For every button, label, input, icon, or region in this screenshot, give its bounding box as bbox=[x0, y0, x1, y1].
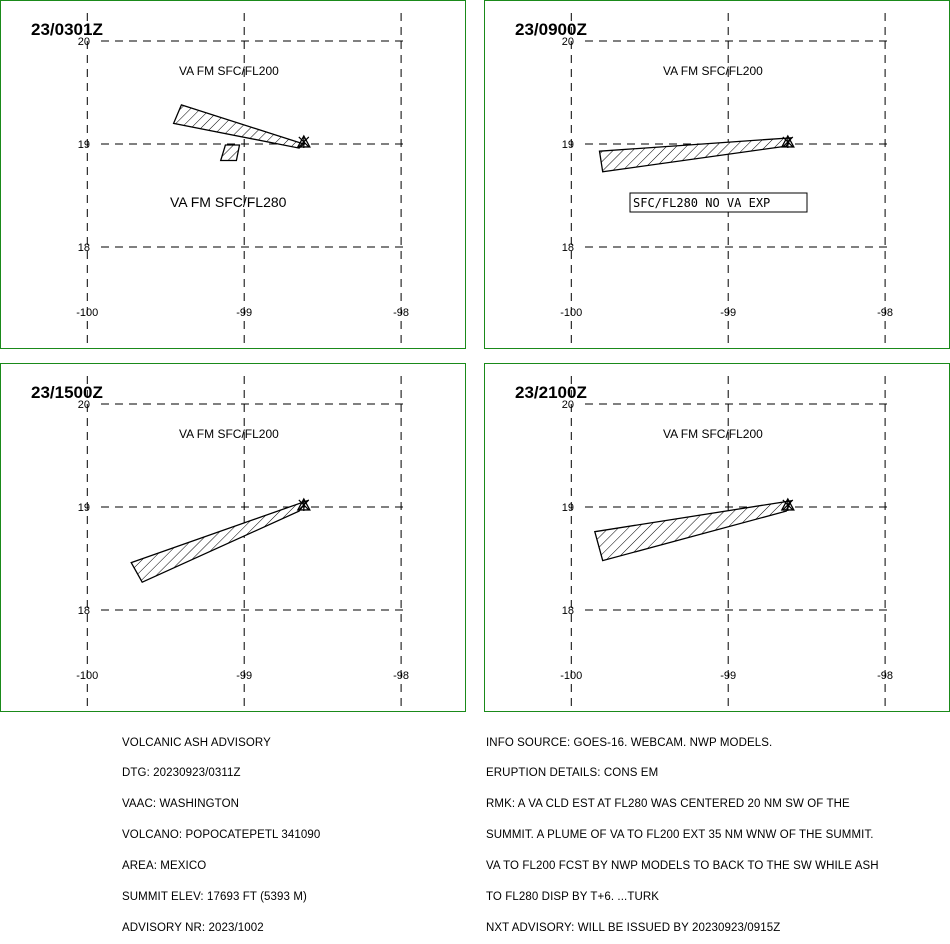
lon-tick-label: -100 bbox=[76, 307, 99, 319]
lat-tick-label: 19 bbox=[77, 502, 90, 514]
lon-tick-label: -98 bbox=[877, 670, 894, 682]
lat-tick-label: 20 bbox=[561, 399, 574, 411]
layer-label-fl200: VA FM SFC/FL200 bbox=[663, 427, 763, 441]
lon-tick-label: -99 bbox=[236, 307, 253, 319]
layer-label-fl200: VA FM SFC/FL200 bbox=[663, 64, 763, 78]
lat-tick-label: 19 bbox=[77, 139, 90, 151]
panel-timestamp: 23/2100Z bbox=[515, 383, 587, 402]
lon-tick-label: -99 bbox=[236, 670, 253, 682]
forecast-panel-t12 bbox=[0, 363, 466, 712]
advisory-line: VAAC: WASHINGTON bbox=[122, 798, 240, 811]
panel-timestamp: 23/1500Z bbox=[31, 383, 103, 402]
advisory-header-block bbox=[122, 717, 320, 944]
panel-timestamp: 23/0900Z bbox=[515, 20, 587, 39]
forecast-panel-t18 bbox=[484, 363, 950, 712]
lon-tick-label: -100 bbox=[560, 307, 583, 319]
lat-tick-label: 20 bbox=[77, 399, 90, 411]
advisory-line: NXT ADVISORY: WILL BE ISSUED BY 20230923/0915Z bbox=[486, 921, 781, 934]
ash-cloud-polygon bbox=[131, 501, 307, 582]
lat-tick-label: 20 bbox=[561, 36, 574, 48]
lon-tick-label: -99 bbox=[720, 670, 737, 682]
advisory-line: ERUPTION DETAILS: CONS EM bbox=[486, 767, 659, 780]
map-plot bbox=[485, 364, 950, 713]
advisory-line: DTG: 20230923/0311Z bbox=[122, 767, 241, 780]
lon-tick-label: -99 bbox=[720, 307, 737, 319]
lon-tick-label: -100 bbox=[76, 670, 99, 682]
lon-tick-label: -100 bbox=[560, 670, 583, 682]
advisory-line: VOLCANIC ASH ADVISORY bbox=[122, 736, 271, 749]
advisory-line: VA TO FL200 FCST BY NWP MODELS TO BACK TO THE SW WHILE ASH bbox=[486, 860, 879, 873]
ash-cloud-polygon bbox=[221, 145, 240, 161]
no-va-note-text: SFC/FL280 NO VA EXP bbox=[633, 196, 771, 210]
lat-tick-label: 20 bbox=[77, 36, 90, 48]
advisory-line: INFO SOURCE: GOES-16. WEBCAM. NWP MODELS. bbox=[486, 736, 773, 749]
lon-tick-label: -98 bbox=[877, 307, 894, 319]
advisory-line: TO FL280 DISP BY T+6. ...TURK bbox=[486, 891, 660, 904]
lat-tick-label: 19 bbox=[561, 502, 574, 514]
lat-tick-label: 19 bbox=[561, 139, 574, 151]
panel-timestamp: 23/0301Z bbox=[31, 20, 103, 39]
lat-tick-label: 18 bbox=[77, 242, 90, 254]
lon-tick-label: -98 bbox=[393, 670, 410, 682]
layer-label-fl200: VA FM SFC/FL200 bbox=[179, 64, 279, 78]
map-plot bbox=[1, 364, 467, 713]
ash-cloud-polygon bbox=[595, 501, 791, 561]
map-plot bbox=[1, 1, 467, 350]
forecast-panel-t6 bbox=[484, 0, 950, 349]
lat-tick-label: 18 bbox=[77, 605, 90, 617]
lat-tick-label: 18 bbox=[561, 242, 574, 254]
advisory-line: AREA: MEXICO bbox=[122, 860, 207, 873]
advisory-line: ADVISORY NR: 2023/1002 bbox=[122, 921, 264, 934]
advisory-remarks-block bbox=[486, 717, 879, 944]
ash-cloud-polygon bbox=[600, 138, 792, 172]
layer-label-fl200: VA FM SFC/FL200 bbox=[179, 427, 279, 441]
advisory-line: RMK: A VA CLD EST AT FL280 WAS CENTERED 20 NM SW OF THE bbox=[486, 798, 850, 811]
lat-tick-label: 18 bbox=[561, 605, 574, 617]
map-plot bbox=[485, 1, 950, 350]
ash-cloud-polygon bbox=[174, 105, 304, 148]
advisory-line: SUMMIT. A PLUME OF VA TO FL200 EXT 35 NM WNW OF THE SUMMIT. bbox=[486, 829, 874, 842]
advisory-line: VOLCANO: POPOCATEPETL 341090 bbox=[122, 829, 321, 842]
forecast-panel-t0 bbox=[0, 0, 466, 349]
lon-tick-label: -98 bbox=[393, 307, 410, 319]
layer-label-fl280: VA FM SFC/FL280 bbox=[170, 194, 287, 210]
advisory-line: SUMMIT ELEV: 17693 FT (5393 M) bbox=[122, 891, 307, 904]
